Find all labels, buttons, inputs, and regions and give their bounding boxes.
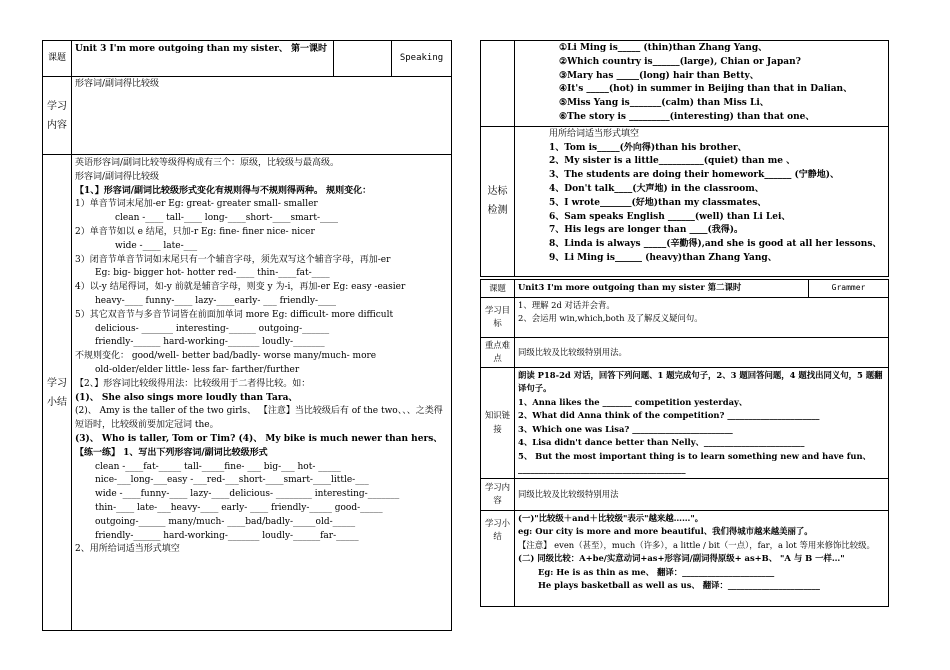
summary-line: 【1、】形容词/副词比较级形式变化有规则得与不规则得两种。 规则变化： bbox=[75, 185, 372, 196]
summary-line: 形容词/副词得比较级 bbox=[75, 171, 160, 182]
link-line: ________________________________________ bbox=[518, 464, 686, 475]
summary2-label: 学习小结 bbox=[481, 510, 515, 606]
summary-line: (3)、 Who is taller, Tom or Tim? (4)、 My bike is much newer than hers、 bbox=[75, 433, 443, 444]
summary-line: 2）单音节如以 e 结尾，只加-r Eg: fine- finer nice- nicer bbox=[75, 226, 315, 237]
header2-label: 课题 bbox=[481, 279, 515, 297]
summary2-line: eg: Our city is more and more beautiful、我们得城市越来越美丽了。 bbox=[518, 526, 813, 537]
summary-line: clean -____fat-_____ tall-_____fine- ___ big-___ hot- _____ bbox=[95, 461, 341, 472]
summary2-line: (二) 同级比较：A+be/实意动词+as+形容词/副词得原级+ as+B、 "A 与 B 一样…" bbox=[518, 553, 845, 564]
check-line: 1、Tom is_____(外向得)than his brother、 bbox=[549, 142, 747, 153]
content-label: 学习内容 bbox=[43, 77, 72, 155]
summary2-line: He plays basketball as well as us、 翻译：______________________ bbox=[538, 580, 820, 591]
left-table bbox=[42, 40, 452, 631]
right-table-bottom bbox=[480, 279, 889, 607]
right-table-top bbox=[480, 40, 889, 277]
summary-line: outgoing-______ many/much- ____bad/badly-_____old-_____ bbox=[95, 516, 356, 527]
exercise1-line: ③Mary has _____(long) hair than Betty、 bbox=[559, 70, 759, 81]
exercise1-line: ④It's _____(hot) in summer in Beijing than that in Dalian、 bbox=[559, 84, 853, 95]
summary-line: thin-____ late-___heavy-____ early- ____ friendly-_____ good-_____ bbox=[95, 502, 383, 513]
summary-label: 学习小结 bbox=[43, 155, 72, 631]
summary-line: clean -____ tall-____ long-____short-____smart-____ bbox=[115, 213, 338, 224]
summary-line: wide -____funny-____ lazy-____delicious- ________ interesting-_______ bbox=[95, 489, 400, 500]
summary2-line: 【注意】 even（甚至），much（许多），a little / bit（一点），far，a lot 等用来修饰比较级。 bbox=[518, 539, 875, 550]
summary-line: friendly-______ hard-working-_______ loudly-______far-_____ bbox=[95, 530, 359, 541]
summary2-line: (一)"比较级＋and＋比较级"表示"越来越……"。 bbox=[518, 512, 704, 523]
summary-line: 2、用所给词适当形式填空 bbox=[75, 544, 180, 555]
summary-line: 英语形容词/副词比较等级得构成有三个：原级，比较级与最高级。 bbox=[75, 158, 340, 168]
summary-line: old-older/elder little- less far- farther/further bbox=[95, 364, 300, 375]
summary-line: wide -____ late-___ bbox=[115, 240, 198, 251]
header-empty-cell bbox=[334, 41, 392, 77]
exercise1-line: ②Which country is______(large), Chian or Japan? bbox=[559, 56, 801, 67]
key-label: 重点难点 bbox=[481, 337, 515, 367]
check-body bbox=[515, 126, 889, 276]
check-line: 4、Don't talk____(大声地) in the classroom、 bbox=[549, 183, 764, 194]
lesson-type: Speaking bbox=[392, 41, 452, 77]
link-label: 知识链接 bbox=[481, 367, 515, 478]
content2-text: 同级比较及比较级特别用法 bbox=[515, 478, 889, 510]
link-line: 朗读 P18-2d 对话，回答下列问题、1 题完成句子，2、3 题回答问题，4 题找出同义句，5 题翻译句子。 bbox=[518, 369, 883, 394]
link-body bbox=[515, 367, 889, 478]
summary-line: 3）闭音节单音节词如末尾只有一个辅音字母，须先双写这个辅音字母，再加-er bbox=[75, 254, 391, 265]
summary-line: nice-___long-___easy -___red-___short-____smart-____little-___ bbox=[95, 475, 369, 486]
link-line: 2、What did Anna think of the competition? ______________________ bbox=[518, 410, 820, 421]
content-text: 形容词/副词得比较级 bbox=[72, 77, 452, 155]
summary-line: 5）其它双音节与多音节词皆在前面加单词 more Eg: difficult- more difficult bbox=[75, 309, 394, 320]
check-line: 7、His legs are longer than ____(我得)。 bbox=[549, 225, 744, 236]
lesson2-title: Unit3 I'm more outgoing than my sister 第二课时 bbox=[515, 279, 809, 297]
summary2-body bbox=[515, 510, 889, 606]
summary-line: 不规则变化： good/well- better bad/badly- worse many/much- more bbox=[75, 351, 377, 362]
exercise1-body bbox=[515, 41, 889, 127]
goal-line: 2、会运用 win,which,both 及了解反义疑问句。 bbox=[518, 313, 703, 324]
exercise1-line: ⑤Miss Yang is_______(calm) than Miss Li、 bbox=[559, 98, 769, 109]
header-label: 课题 bbox=[43, 41, 72, 77]
summary2-line: Eg: He is as thin as me、 翻译：______________________ bbox=[538, 566, 775, 577]
check-line: 8、Linda is always _____(辛勤得),and she is good at all her lessons、 bbox=[549, 239, 882, 250]
summary-line: 4）以-y 结尾得词，如-y 前就是辅音字母，则变 y 为-i，再加-er Eg: easy -easier bbox=[75, 282, 406, 293]
goals-label: 学习目标 bbox=[481, 297, 515, 337]
lesson2-type: Grammer bbox=[809, 279, 889, 297]
summary-line: (1)、 She also sings more loudly than Tara、 bbox=[75, 392, 298, 403]
summary-line: 1）单音节词末尾加-er Eg: great- greater small- smaller bbox=[75, 199, 318, 210]
summary-line: heavy-____ funny-____ lazy-____early- ___ friendly-____ bbox=[95, 295, 336, 306]
summary-line: 【练一练】 1、写出下列形容词/副词比较级形式 bbox=[75, 447, 268, 458]
check-line: 5、I wrote_______(好地)than my classmates、 bbox=[549, 197, 767, 208]
lesson-title: Unit 3 I'm more outgoing than my sister、 第一课时 bbox=[72, 41, 334, 77]
key-text: 同级比较及比较级特别用法。 bbox=[515, 337, 889, 367]
exercise1-line: ⑥The story is _________(interesting) than that one、 bbox=[559, 111, 815, 122]
summary-line: friendly-______ hard-working-_______ loudly-_______ bbox=[95, 337, 325, 348]
check-line: 6、Sam speaks English ______(well) than Li Lei、 bbox=[549, 211, 791, 222]
exercise-label-empty bbox=[481, 41, 515, 127]
check-line: 2、My sister is a little__________(quiet) than me 、 bbox=[549, 156, 796, 167]
link-line: 1、Anna likes the _______ competition yesterday、 bbox=[518, 396, 748, 407]
check-line: 用所给词适当形式填空 bbox=[549, 128, 640, 139]
check-line: 3、The students are doing their homework______ (宁静地)、 bbox=[549, 170, 840, 181]
left-column bbox=[42, 40, 451, 631]
summary-line: (2)、 Amy is the taller of the two girls、 【注意】当比较级后有 of the two、、、之类得短语时，比较级前要加定冠词 the。 bbox=[75, 406, 443, 431]
summary-body bbox=[72, 155, 452, 631]
summary-line: delicious- _______ interesting-______ outgoing-______ bbox=[95, 323, 330, 334]
content2-label: 学习内容 bbox=[481, 478, 515, 510]
right-column bbox=[480, 40, 888, 607]
link-line: 3、Which one was Lisa? ________________________ bbox=[518, 423, 733, 434]
link-line: 4、Lisa didn't dance better than Nelly、________________________ bbox=[518, 437, 805, 448]
link-line: 5、 But the most important thing is to learn something new and have fun、 bbox=[518, 450, 871, 461]
goals-body bbox=[515, 297, 889, 337]
summary-line: Eg: big- bigger hot- hotter red-____ thin-____fat-____ bbox=[95, 268, 330, 279]
exercise1-line: ①Li Ming is_____ (thin)than Zhang Yang、 bbox=[559, 43, 768, 53]
goal-line: 1、理解 2d 对话并会背。 bbox=[518, 299, 615, 310]
check-line: 9、Li Ming is______ (heavy)than Zhang Yang、 bbox=[549, 252, 777, 263]
summary-line: 【2、】形容词比较级得用法：比较级用于二者得比较。如： bbox=[75, 378, 311, 389]
check-label: 达标检测 bbox=[481, 126, 515, 276]
